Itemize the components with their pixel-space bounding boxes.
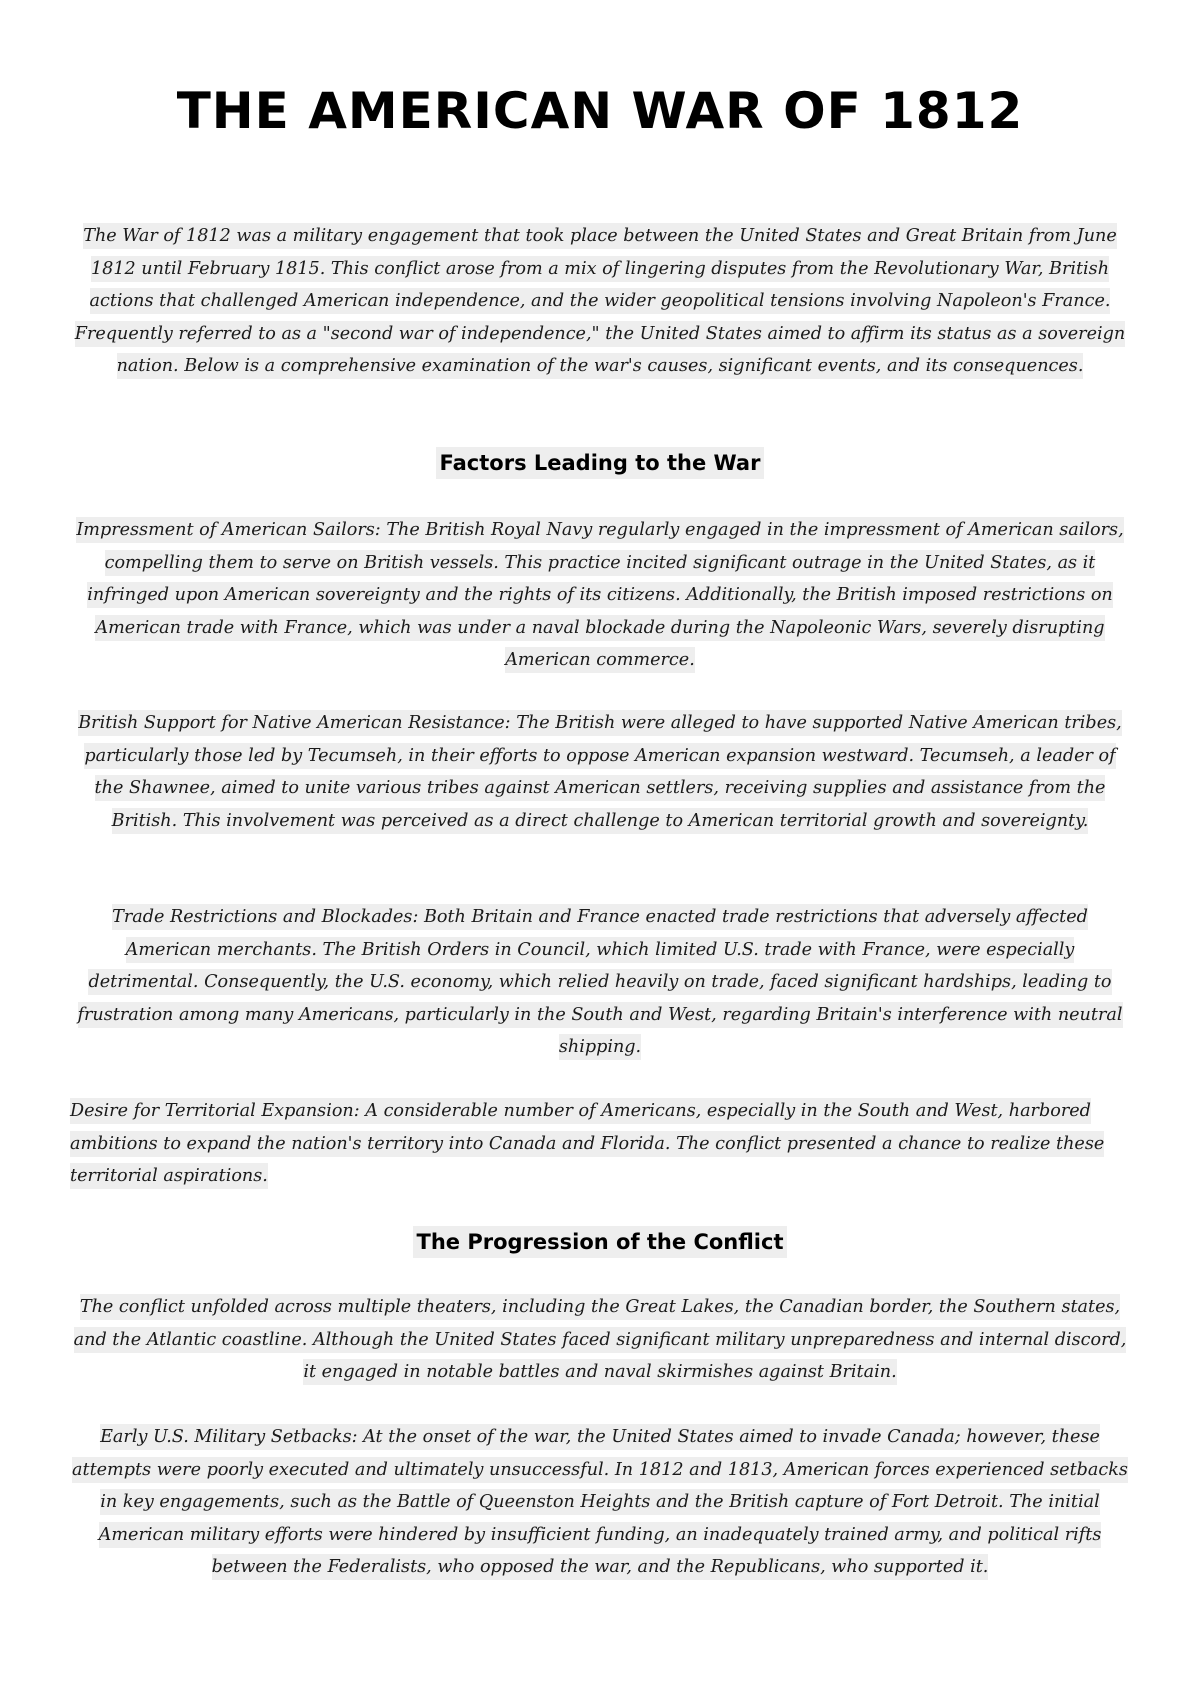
paragraph-impressment	[70, 514, 1130, 677]
section-heading-progression-text: The Progression of the Conflict	[413, 1226, 788, 1258]
intro-paragraph	[70, 220, 1130, 383]
paragraph-impressment-text: Impressment of American Sailors: The British Royal Navy regularly engaged in the impressment of American sailors, compelling them to serve on British vessels. This practice incited significant outrage in the United States, as it infringed upon American sovereignty and the rights of its citizens. Additionally, the British imposed restrictions on American trade with France, which was under a naval blockade during the Napoleonic Wars, severely disrupting American commerce.	[76, 517, 1123, 673]
paragraph-native-american-support-text: British Support for Native American Resistance: The British were alleged to have supported Native American tribes, particularly those led by Tecumseh, in their efforts to oppose American expansion westward. Tecumseh, a leader of the Shawnee, aimed to unite various tribes against American settlers, receiving supplies and assistance from the British. This involvement was perceived as a direct challenge to American territorial growth and sovereignty.	[78, 710, 1121, 834]
paragraph-conflict-overview-text: The conflict unfolded across multiple theaters, including the Great Lakes, the Canadian border, the Southern states, and the Atlantic coastline. Although the United States faced significant military unpreparedness and internal discord, it engaged in notable battles and naval skirmishes against Britain.	[74, 1294, 1127, 1385]
paragraph-early-setbacks-text: Early U.S. Military Setbacks: At the onset of the war, the United States aimed to invade Canada; however, these attempts were poorly executed and ultimately unsuccessful. In 1812 and 1813, American forces experienced setbacks in key engagements, such as the Battle of Queenston Heights and the British capture of Fort Detroit. The initial American military efforts were hindered by insufficient funding, an inadequately trained army, and political rifts between the Federalists, who opposed the war, and the Republicans, who supported it.	[72, 1424, 1128, 1580]
paragraph-early-setbacks	[70, 1421, 1130, 1584]
paragraph-territorial-expansion-text: Desire for Territorial Expansion: A considerable number of Americans, especially in the South and West, harbored ambitions to expand the nation's territory into Canada and Florida. The conflict presented a chance to realize these territorial aspirations.	[70, 1098, 1104, 1189]
section-heading-progression	[0, 1227, 1200, 1257]
paragraph-trade-restrictions	[70, 901, 1130, 1064]
paragraph-territorial-expansion	[70, 1095, 1130, 1193]
document-title: THE AMERICAN WAR OF 1812	[176, 82, 1024, 140]
paragraph-native-american-support	[70, 707, 1130, 837]
intro-text: The War of 1812 was a military engagement that took place between the United States and Great Britain from June 1812 until February 1815. This conflict arose from a mix of lingering disputes from the Revolutionary War, British actions that challenged American independence, and the wider geopolitical tensions involving Napoleon's France. Frequently referred to as a "second war of independence," the United States aimed to affirm its status as a sovereign nation. Below is a comprehensive examination of the war's causes, significant events, and its consequences.	[75, 223, 1125, 379]
section-heading-causes	[0, 448, 1200, 478]
paragraph-conflict-overview	[70, 1291, 1130, 1389]
section-heading-causes-text: Factors Leading to the War	[436, 447, 765, 479]
paragraph-trade-restrictions-text: Trade Restrictions and Blockades: Both Britain and France enacted trade restrictions that adversely affected American merchants. The British Orders in Council, which limited U.S. trade with France, were especially detrimental. Consequently, the U.S. economy, which relied heavily on trade, faced significant hardships, leading to frustration among many Americans, particularly in the South and West, regarding Britain's interference with neutral shipping.	[78, 904, 1123, 1060]
